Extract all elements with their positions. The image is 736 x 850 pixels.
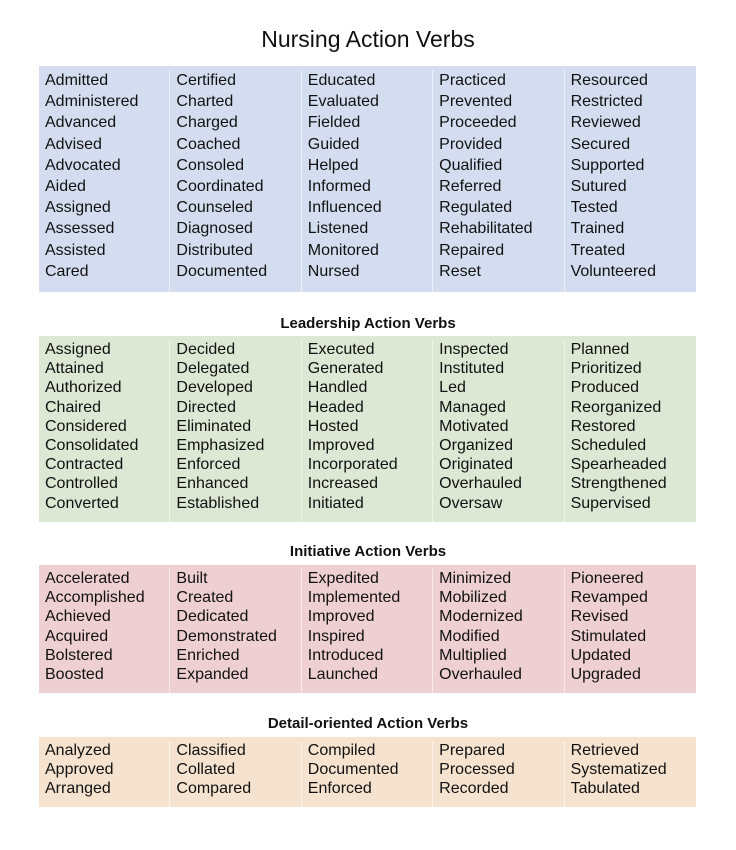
verb-item: Monitored xyxy=(307,241,379,259)
verb-item: Classified xyxy=(176,742,246,759)
verb-item: Secured xyxy=(570,135,631,153)
verb-item: Mobilized xyxy=(439,589,507,607)
verb-item: Reset xyxy=(439,262,481,280)
verb-item: Cared xyxy=(45,262,89,280)
initiative-verbs-panel xyxy=(39,565,696,693)
verb-item: Analyzed xyxy=(45,742,111,759)
verb-item: Assisted xyxy=(45,241,106,259)
verb-item: Led xyxy=(439,379,466,397)
verb-item: Restricted xyxy=(570,93,643,111)
verb-column xyxy=(302,741,433,807)
verb-item: Admitted xyxy=(45,72,109,89)
verb-column xyxy=(170,569,301,693)
nursing-verbs-panel xyxy=(39,66,696,292)
verb-item: Executed xyxy=(307,341,375,358)
verb-item: Enforced xyxy=(307,780,372,798)
verb-item: Rehabilitated xyxy=(439,220,533,238)
verb-item: Prioritized xyxy=(570,360,642,378)
verb-item: Launched xyxy=(307,666,379,684)
verb-item: Proceeded xyxy=(439,114,517,132)
verb-item: Boosted xyxy=(45,666,104,684)
verb-column xyxy=(302,70,433,292)
verb-item: Assigned xyxy=(45,199,111,217)
verb-item: Coordinated xyxy=(176,178,264,196)
verb-item: Diagnosed xyxy=(176,220,253,238)
verb-column xyxy=(565,741,696,807)
verb-item: Overhauled xyxy=(439,475,522,493)
verb-item: Established xyxy=(176,494,260,512)
verb-item: Introduced xyxy=(307,646,384,664)
verb-item: Chaired xyxy=(45,398,102,416)
verb-item: Oversaw xyxy=(439,494,503,512)
verb-item: Scheduled xyxy=(570,437,647,455)
verb-item: Documented xyxy=(307,761,399,779)
verb-item: Revamped xyxy=(570,589,648,607)
verb-item: Contracted xyxy=(45,456,124,474)
verb-item: Handled xyxy=(307,379,368,397)
verb-column xyxy=(39,741,170,807)
initiative-heading: Initiative Action Verbs xyxy=(289,543,447,560)
verb-item: Headed xyxy=(307,398,364,416)
verb-column xyxy=(39,70,170,292)
verb-item: Initiated xyxy=(307,494,364,512)
detail-oriented-heading: Detail-oriented Action Verbs xyxy=(267,715,469,732)
verb-item: Approved xyxy=(45,761,114,779)
verb-item: Informed xyxy=(307,178,371,196)
verb-item: Systematized xyxy=(570,761,667,779)
verb-column xyxy=(39,569,170,693)
verb-item: Fielded xyxy=(307,114,361,132)
verb-item: Upgraded xyxy=(570,666,641,684)
detail-oriented-verbs-panel xyxy=(39,737,696,807)
verb-item: Modernized xyxy=(439,608,523,626)
verb-item: Repaired xyxy=(439,241,505,259)
verb-item: Improved xyxy=(307,437,375,455)
verb-item: Originated xyxy=(439,456,513,474)
verb-item: Revised xyxy=(570,608,629,626)
verb-item: Listened xyxy=(307,220,369,238)
verb-item: Advised xyxy=(45,135,102,153)
verb-item: Prepared xyxy=(439,742,505,759)
verb-item: Volunteered xyxy=(570,262,656,280)
verb-item: Enriched xyxy=(176,646,240,664)
verb-item: Distributed xyxy=(176,241,253,259)
verb-item: Increased xyxy=(307,475,379,493)
verb-item: Assessed xyxy=(45,220,115,238)
verb-column xyxy=(565,569,696,693)
leadership-verbs-panel xyxy=(39,336,696,522)
verb-item: Accelerated xyxy=(45,570,130,587)
verb-column xyxy=(565,70,696,292)
verb-item: Retrieved xyxy=(570,742,640,759)
verb-item: Advanced xyxy=(45,114,117,132)
verb-item: Built xyxy=(176,570,208,587)
verb-column xyxy=(170,741,301,807)
verb-item: Bolstered xyxy=(45,646,113,664)
verb-item: Converted xyxy=(45,494,119,512)
verb-item: Educated xyxy=(307,72,376,89)
verb-item: Managed xyxy=(439,398,506,416)
verb-item: Charted xyxy=(176,93,234,111)
verb-item: Dedicated xyxy=(176,608,249,626)
verb-item: Generated xyxy=(307,360,384,378)
verb-item: Compiled xyxy=(307,742,376,759)
verb-item: Collated xyxy=(176,761,236,779)
verb-column xyxy=(170,340,301,522)
verb-item: Guided xyxy=(307,135,360,153)
verb-column xyxy=(433,70,564,292)
verb-item: Updated xyxy=(570,646,632,664)
verb-item: Decided xyxy=(176,341,236,358)
verb-item: Improved xyxy=(307,608,375,626)
verb-item: Delegated xyxy=(176,360,250,378)
verb-item: Documented xyxy=(176,262,268,280)
verb-item: Controlled xyxy=(45,475,118,493)
verb-item: Practiced xyxy=(439,72,506,89)
verb-item: Multiplied xyxy=(439,646,507,664)
verb-item: Pioneered xyxy=(570,570,644,587)
verb-item: Expanded xyxy=(176,666,249,684)
verb-item: Organized xyxy=(439,437,513,455)
verb-item: Arranged xyxy=(45,780,111,798)
verb-item: Evaluated xyxy=(307,93,379,111)
verb-item: Inspected xyxy=(439,341,509,358)
verb-item: Inspired xyxy=(307,627,365,645)
verb-item: Eliminated xyxy=(176,417,252,435)
verb-column xyxy=(170,70,301,292)
verb-item: Accomplished xyxy=(45,589,145,607)
verb-item: Resourced xyxy=(570,72,648,89)
verb-item: Helped xyxy=(307,156,359,174)
verb-item: Enhanced xyxy=(176,475,249,493)
verb-item: Spearheaded xyxy=(570,456,667,474)
verb-item: Instituted xyxy=(439,360,505,378)
verb-item: Hosted xyxy=(307,417,359,435)
verb-item: Recorded xyxy=(439,780,509,798)
verb-item: Reviewed xyxy=(570,114,641,132)
verb-column xyxy=(433,340,564,522)
verb-item: Sutured xyxy=(570,178,627,196)
verb-item: Emphasized xyxy=(176,437,265,455)
verb-item: Qualified xyxy=(439,156,503,174)
verb-item: Attained xyxy=(45,360,104,378)
verb-item: Modified xyxy=(439,627,500,645)
verb-column xyxy=(433,569,564,693)
leadership-heading: Leadership Action Verbs xyxy=(280,315,456,332)
verb-item: Considered xyxy=(45,417,127,435)
verb-item: Processed xyxy=(439,761,515,779)
verb-item: Prevented xyxy=(439,93,513,111)
verb-item: Referred xyxy=(439,178,502,196)
verb-item: Strengthened xyxy=(570,475,667,493)
verb-column xyxy=(302,569,433,693)
verb-item: Nursed xyxy=(307,262,360,280)
verb-item: Regulated xyxy=(439,199,513,217)
verb-item: Overhauled xyxy=(439,666,522,684)
verb-item: Incorporated xyxy=(307,456,398,474)
verb-item: Compared xyxy=(176,780,252,798)
verb-item: Advocated xyxy=(45,156,121,174)
verb-item: Created xyxy=(176,589,234,607)
verb-item: Expedited xyxy=(307,570,379,587)
verb-item: Certified xyxy=(176,72,236,89)
verb-item: Consoled xyxy=(176,156,244,174)
verb-item: Acquired xyxy=(45,627,109,645)
verb-column xyxy=(302,340,433,522)
verb-item: Tabulated xyxy=(570,780,640,798)
verb-item: Restored xyxy=(570,417,636,435)
verb-item: Counseled xyxy=(176,199,253,217)
verb-item: Supported xyxy=(570,156,645,174)
verb-item: Motivated xyxy=(439,417,509,435)
verb-item: Reorganized xyxy=(570,398,662,416)
verb-item: Aided xyxy=(45,178,86,196)
verb-item: Trained xyxy=(570,220,625,238)
verb-item: Produced xyxy=(570,379,640,397)
verb-item: Influenced xyxy=(307,199,382,217)
verb-item: Directed xyxy=(176,398,236,416)
verb-item: Minimized xyxy=(439,570,512,587)
verb-item: Stimulated xyxy=(570,627,647,645)
verb-item: Charged xyxy=(176,114,238,132)
verb-item: Achieved xyxy=(45,608,111,626)
verb-item: Implemented xyxy=(307,589,401,607)
verb-column xyxy=(433,741,564,807)
verb-item: Consolidated xyxy=(45,437,139,455)
verb-column xyxy=(39,340,170,522)
verb-item: Coached xyxy=(176,135,241,153)
verb-item: Demonstrated xyxy=(176,627,277,645)
verb-item: Authorized xyxy=(45,379,122,397)
verb-item: Planned xyxy=(570,341,630,358)
page-title: Nursing Action Verbs xyxy=(261,26,475,52)
verb-item: Treated xyxy=(570,241,626,259)
verb-column xyxy=(565,340,696,522)
verb-item: Developed xyxy=(176,379,253,397)
verb-item: Enforced xyxy=(176,456,241,474)
verb-item: Tested xyxy=(570,199,618,217)
verb-item: Provided xyxy=(439,135,503,153)
verb-item: Administered xyxy=(45,93,139,111)
verb-item: Assigned xyxy=(45,341,111,358)
verb-item: Supervised xyxy=(570,494,651,512)
